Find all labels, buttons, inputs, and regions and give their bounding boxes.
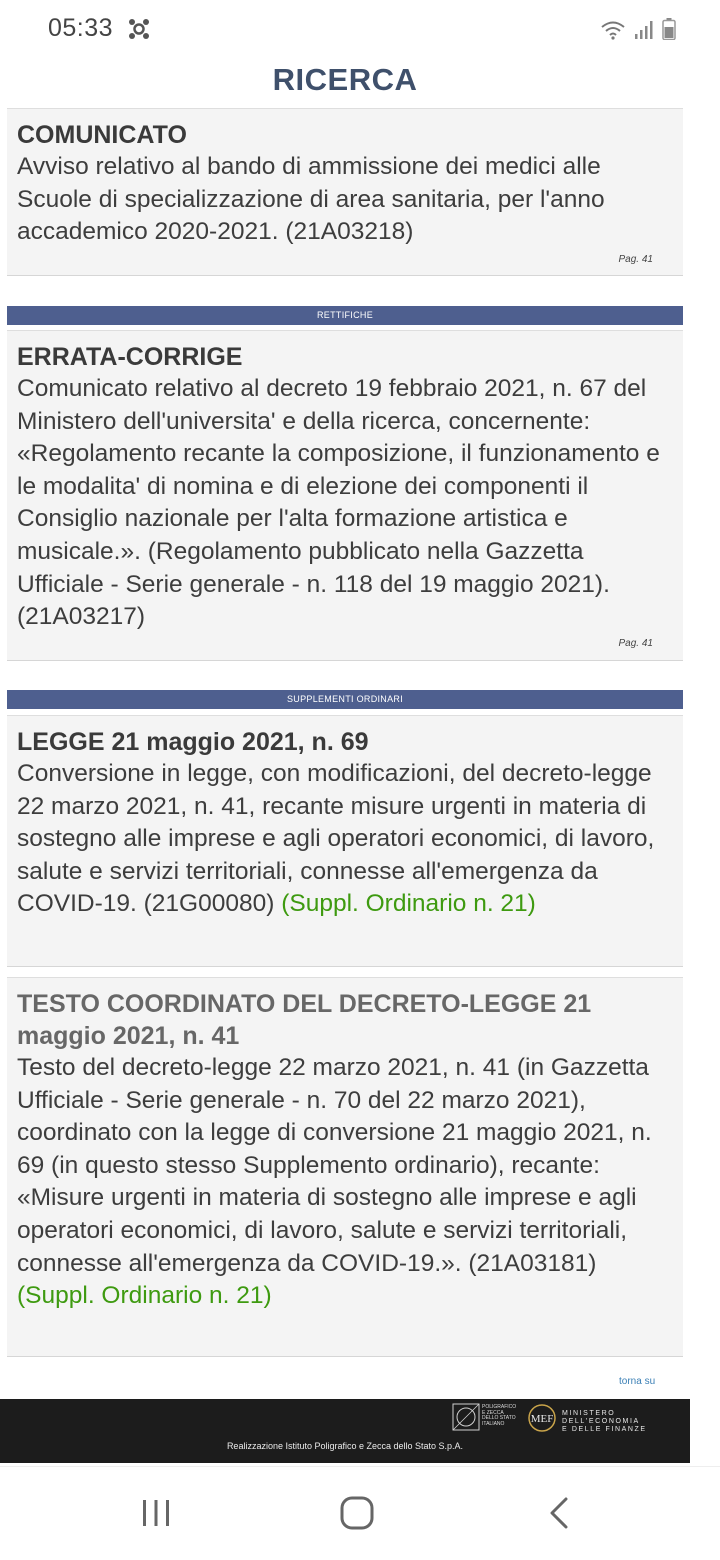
- ipzs-logo-text: POLIGRAFICO E ZECCA DELLO STATO ITALIANO: [482, 1404, 517, 1427]
- page-number: Pag. 41: [618, 638, 653, 649]
- entry-title[interactable]: LEGGE 21 maggio 2021, n. 69: [17, 728, 369, 756]
- mef-emblem-icon: [526, 1403, 558, 1433]
- back-to-top-link[interactable]: torna su: [619, 1376, 656, 1387]
- entry-description[interactable]: Avviso relativo al bando di ammissione dei medici alle Scuole di specializzazione di area sanitaria, per l'anno accademico 2020-2021. (21A03218): [17, 153, 605, 246]
- entry-card[interactable]: [7, 108, 683, 276]
- entry-title[interactable]: COMUNICATO: [17, 121, 187, 149]
- footer-credit: Realizzazione Istituto Poligrafico e Zecca dello Stato S.p.A.: [226, 1441, 464, 1451]
- mef-logo: [526, 1403, 684, 1433]
- ipzs-emblem-icon: [452, 1403, 480, 1431]
- cluster-notification-icon: [128, 18, 150, 40]
- page-number: Pag. 41: [618, 254, 653, 265]
- recent-apps-button[interactable]: [131, 1491, 181, 1535]
- mef-logo-line2: E DELLE FINANZE: [562, 1426, 647, 1433]
- entry-description-text: Conversione in legge, con modificazioni, del decreto-legge 22 marzo 2021, n. 41, recante misure urgenti in materia di sostegno alle imprese e agli operatori economici, di lavoro, salute e servizi territoriali, connesse all'emergenza da COVID-19. (21G00080): [17, 760, 655, 918]
- footer: [0, 1399, 690, 1463]
- home-icon: [339, 1495, 375, 1531]
- entry-card[interactable]: [7, 330, 683, 661]
- entry-description[interactable]: [17, 758, 673, 921]
- status-bar: [0, 0, 720, 60]
- page-title: RICERCA: [272, 62, 418, 97]
- suppl-link[interactable]: (Suppl. Ordinario n. 21): [281, 890, 536, 918]
- home-button[interactable]: [332, 1491, 382, 1535]
- entry-title[interactable]: TESTO COORDINATO DEL DECRETO-LEGGE 21 maggio 2021, n. 41: [17, 990, 592, 1050]
- mef-emblem-text: MEF: [530, 1413, 554, 1425]
- entry-description[interactable]: [17, 1052, 673, 1313]
- back-icon: [547, 1496, 571, 1530]
- suppl-link[interactable]: (Suppl. Ordinario n. 21): [17, 1282, 272, 1310]
- battery-icon: [662, 18, 676, 40]
- ipzs-logo: [452, 1403, 522, 1433]
- status-time: 05:33: [48, 14, 114, 42]
- system-navigation-bar: [0, 1466, 720, 1560]
- entry-card[interactable]: [7, 977, 683, 1357]
- mef-logo-text: [562, 1410, 684, 1434]
- entry-description[interactable]: Comunicato relativo al decreto 19 febbraio 2021, n. 67 del Ministero dell'universita' e della ricerca, concernente: «Regolamento recante la composizione, il funzionamento e le modalita' di nomina e di elezione dei componenti il Consiglio nazionale per l'alta formazione artistica e musicale.». (Regolamento pubblicato nella Gazzetta Ufficiale - Serie generale - n. 118 del 19 maggio 2021). (21A03217): [17, 375, 660, 631]
- signal-icon: [634, 20, 654, 40]
- back-button[interactable]: [534, 1491, 584, 1535]
- entry-card[interactable]: [7, 715, 683, 967]
- section-header-supplementi: SUPPLEMENTI ORDINARI: [7, 690, 683, 709]
- section-header-rettifiche: RETTIFICHE: [7, 306, 683, 325]
- recent-apps-icon: [140, 1497, 172, 1529]
- entry-title[interactable]: ERRATA-CORRIGE: [17, 343, 243, 371]
- mef-logo-line1: MINISTERO DELL'ECONOMIA: [562, 1410, 640, 1425]
- entry-description-text: Testo del decreto-legge 22 marzo 2021, n. 41 (in Gazzetta Ufficiale - Serie generale - n. 70 del 22 marzo 2021), coordinato con la legge di conversione 21 maggio 2021, n. 69 (in questo stesso Supplemento ordinario), recante: «Misure urgenti in materia di sostegno alle imprese e agli operatori economici, di lavoro, salute e servizi territoriali, connesse all'emergenza da COVID-19.». (21A03181): [17, 1054, 652, 1277]
- wifi-icon: [600, 20, 626, 40]
